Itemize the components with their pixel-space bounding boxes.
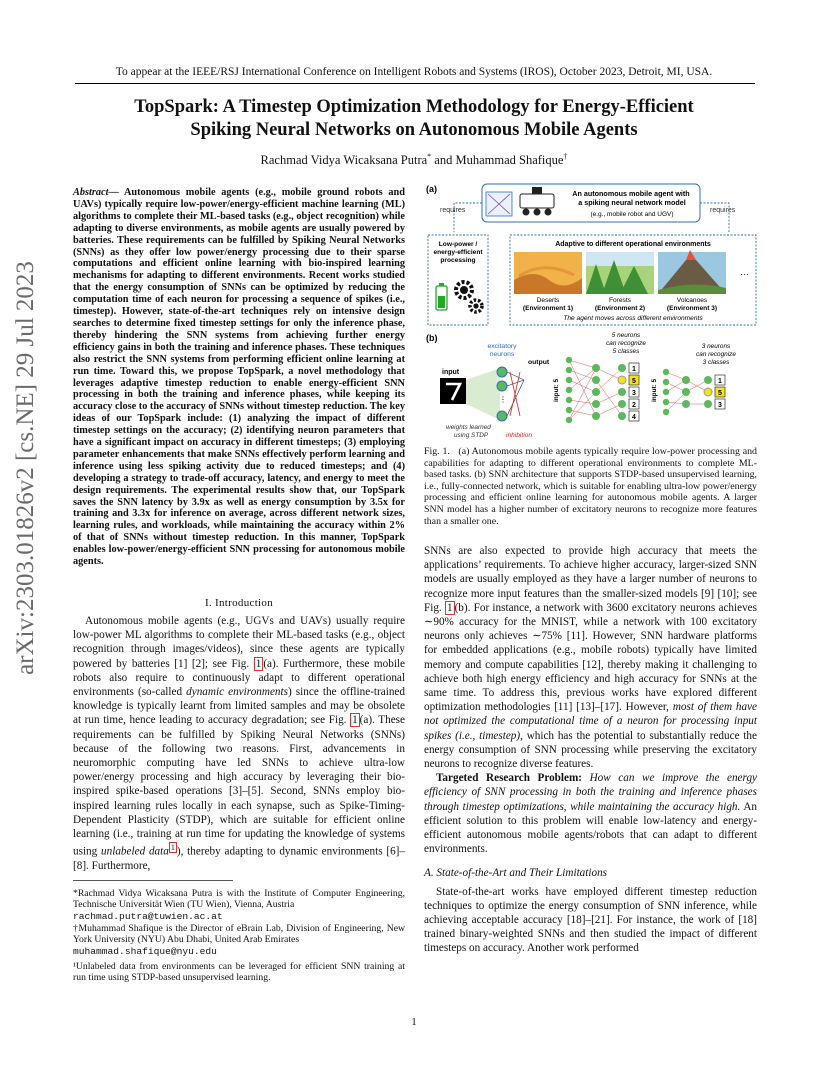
trp-question: How can we improve the energy efficiency of SNN processing in both the training and inference phases through timestep optimizations, while maintaining the accuracy high. [424,772,758,813]
right-paragraph-2 [424,771,757,856]
env2-label: Forests [609,297,631,304]
caption-label: Fig. 1. [424,446,450,457]
trp-rest: An efficient solution to this problem will enable low-latency and energy-efficient autonomous mobile agents/robots that can adapt to different environments. [424,800,757,856]
five-neurons-label: 5 neurons can recognize 5 classes [606,332,646,355]
excitatory-layer [497,367,524,421]
excitatory-label: excitatory neurons [487,343,517,358]
fig1-link-2[interactable]: 1 [352,714,358,727]
class-labels-left [629,363,639,421]
agent-sub: (e.g., mobile robot and UGV) [590,211,674,218]
header-rule [75,83,755,84]
intro-text-d: (a). These requirements can be fulfilled by Spiking Neural Networks (SNNs) because of the following two reasons. First, advancements in neuromorphic computing have led SNNs to achieve ultra-low power/energy processing and high accuracy by leveraging their bio-inspired spike-based operations [3]–[5]. Second, SNNs employ bio-inspired learning rules locally in each synapse, such as Spike-Timing-Dependent Plasticity (STDP), which are suitable for efficient online learning (i.e., training at run time for updating the knowledge of systems using [73,714,405,858]
svg-text:4: 4 [632,414,636,421]
trp-label: Targeted Research Problem: [436,772,583,785]
class-labels-right [715,375,725,409]
inhibition-label: inhibition [506,432,533,439]
venue-line: To appear at the IEEE/RSJ International Conference on Intelligent Robots and Systems (IROS), October 2023, Detroit, MI, USA. [115,66,713,78]
env2-sub: (Environment 2) [594,305,646,312]
subsection-a-heading: A. State-of-the-Art and Their Limitations [424,867,608,880]
intro-column [73,614,405,873]
author-2-mark: † [563,152,568,161]
fig-label-b: (b) [426,333,438,343]
intro-heading: I. Introduction [204,597,274,609]
right-paragraph-3: State-of-the-art works have employed different timestep reduction techniques to optimize the energy consumption of SNN inference, while achieving acceptable accuracy [18]–[21]. For instance, the work of [18] trained binary-weighted SNNs and then studied the impact of different timesteps on accuracy. Another work performed [424,885,757,955]
page-number: 1 [411,1016,417,1028]
footnote-rule [73,880,233,881]
network-5-nodes [566,357,626,423]
right-paragraph-1 [424,544,757,771]
author-1: Rachmad Vidya Wicaksana Putra [260,153,428,168]
right-text-b: (b). For instance, a network with 3600 excitatory neurons achieves ∼90% accuracy for the MNIST, while a network with 100 excitatory neurons only achieves ∼75% [11]. However, SNN hardware platforms for embedded applications (e.g., mobile robots) typically have limited memory and compute capabilities [12], thereby making it challenging to achieve both high energy efficiency and high accuracy for SNNs at the same time. To address this, previous works have explored different optimization methodologies [11] [13]–[17]. However, [424,601,757,714]
battery-icon [436,283,447,310]
desert-image [514,252,582,294]
intro-text-c: ) since the offline-trained knowledge is typically learnt from limited samples and may be obsolete at run time, hence leading to accuracy degradation; see Fig. [73,686,405,727]
footnote-1-link[interactable]: 1 [170,843,175,853]
email-shafique[interactable]: muhammad.shafique@nyu.edu [73,945,217,957]
figure-caption [424,446,757,527]
more-environments-icon: … [740,267,749,277]
moves-label: The agent moves across different environments [563,315,703,322]
env1-label: Deserts [536,297,560,304]
abstract [73,187,405,568]
footnote-star-text: *Rachmad Vidya Wicaksana Putra is with the Institute of Computer Engineering, Technische Universität Wien (TU Wien), Vienna, Austria [73,888,405,911]
intro-em-unlabeled: unlabeled data [101,845,169,858]
digit-input-image [440,378,466,404]
footnote-dagger-text: †Muhammad Shafique is the Director of eBrain Lab, Division of Engineering, New York University (NYU) Abu Dhabi, United Arab Emirates [73,923,405,946]
email-putra[interactable]: rachmad.putra@tuwien.ac.at [73,910,223,922]
lowpower-label: Low-power / energy-efficient processing [433,241,483,264]
svg-text:3: 3 [718,402,722,409]
svg-text:2: 2 [632,402,636,409]
svg-text:5: 5 [632,378,636,385]
intro-text-e: ), thereby adapting to dynamic environments [6]–[8]. Furthermore, [73,845,405,873]
input-projection [466,368,500,420]
arxiv-watermark [6,258,46,678]
svg-text:⋮: ⋮ [499,395,507,404]
three-neurons-label: 3 neurons can recognize 3 classes [696,343,736,366]
fig1b-link[interactable]: 1 [446,601,453,614]
intro-paragraph [73,614,405,873]
svg-text:1: 1 [718,378,722,385]
fig1-link[interactable]: 1 [255,657,262,670]
title-line-2: Spiking Neural Networks on Autonomous Mobile Agents [190,120,638,140]
title-line-1: TopSpark: A Timestep Optimization Methodology for Energy-Efficient [134,97,694,117]
forest-image [586,252,654,294]
paper-title [60,96,768,142]
right-text-c: , which has the potential to substantially reduce the energy consumption of SNN processing while preserving the excitatory neurons to recognize diverse features. [424,729,757,771]
input-5b: input: 5 [651,378,658,402]
right-column [424,544,757,956]
intro-text-b: (a). Furthermore, these mobile robots also require to continuously adapt to different operational environments (so-called [73,657,405,699]
svg-text:1: 1 [632,366,636,373]
fig-label-a: (a) [426,184,437,194]
input-5a: input: 5 [553,378,560,402]
network-3-nodes [663,369,712,415]
caption-text: (a) Autonomous mobile agents typically require low-power processing and capabilities for adapting to different operational environments to complete ML-based tasks. (b) SNN architecture that supports STDP-based unsupervised learning, i.e., fully-connected network, which is suitable for enabling ultra-low power/energy processing and efficient online learning for autonomous mobile agents. A larger SNN model has a higher number of excitatory neurons to recognize more features than a smaller one. [424,446,757,527]
requires-right: requires [710,207,736,214]
adaptive-label: Adaptive to different operational environments [555,241,711,248]
footnote-dagger [73,923,405,957]
right-em: most of them have not optimized the computational time of a neuron for processing input spikes (i.e., timestep) [424,701,757,742]
author-line [60,152,768,168]
output-label: output [528,359,550,366]
agent-title: An autonomous mobile agent with a spiking neural network model [572,189,690,207]
footnote-star [73,888,405,922]
author-1-mark: * [427,152,432,161]
author-and: and [434,153,453,168]
svg-text:3: 3 [632,390,636,397]
author-2: Muhammad Shafique [455,153,564,168]
input-label: input [442,369,460,376]
env3-sub: (Environment 3) [666,305,718,312]
abstract-label: Abstract [73,187,109,198]
env1-sub: (Environment 1) [522,305,574,312]
svg-text:5: 5 [718,390,722,397]
intro-em-dynamic: dynamic environments [186,686,288,699]
right-text-a: SNNs are also expected to provide high accuracy that meets the applications’ requirements. To achieve higher accuracy, larger-sized SNN models are usually employed as they have a larger number of neurons to recognize more input features than the smaller-sized models [9] [10]; see Fig. [424,545,757,614]
weights-label: weights learned using STDP [446,424,491,439]
env3-label: Volcanoes [676,297,708,304]
abstract-text: — Autonomous mobile agents (e.g., mobile ground robots and UAVs) typically require low-power/energy-efficient machine learning (ML) algorithms to complete their ML-based tasks (e.g., object recognition) while adapting to diverse environments, as mobile agents are usually powered by batteries. These requirements can be fulfilled by Spiking Neural Networks (SNNs) as they offer low power/energy processing due to their sparse computations and efficient online learning with bio-inspired learning mechanisms for adapting to different environments. Recent works studied that the energy consumption of SNNs can be optimized by reducing the computation time of each neuron for processing a sequence of spikes (i.e., timestep). However, state-of-the-art techniques rely on intensive design searches to determine fixed timestep settings for only the inference phase, thereby hindering the SNN systems from achieving further energy efficiency gains in both the training and inference phases. These techniques also restrict the SNN systems from performing efficient online learning at run time. Toward this, we propose TopSpark, a novel methodology that leverages adaptive timestep reduction to enable energy-efficient SNN processing in both the training and inference phases, while keeping its accuracy close to the accuracy of SNNs without timestep reduction. The key ideas of our TopSpark include: (1) analyzing the impact of different timestep settings on the accuracy; (2) identifying neuron parameters that have a significant impact on accuracy in different timesteps; (3) employing parameter enhancements that make SNNs effectively perform learning and inference using less spiking activity due to reduced timesteps; and (4) developing a strategy to trade-off accuracy, latency, and energy to meet the design requirements. The experimental results show that, our TopSpark saves the SNN latency by 3.9x as well as energy consumption by 3.5x for training and 3.3x for inference on average, across different network sizes, learning rules, and workloads, while maintaining the accuracy within 2% of that of SNNs without timestep reduction. In this manner, TopSpark enables low-power/energy-efficient SNN processing for autonomous mobile agents. [73,187,405,568]
requires-left: requires [440,207,466,214]
footnote-one: ¹Unlabeled data from environments can be leveraged for efficient SNN training at run time using STDP-based unsupervised learning. [73,961,405,984]
intro-text-a: Autonomous mobile agents (e.g., UGVs and UAVs) usually require low-power ML algorithms to complete their ML-based tasks (e.g., object recognition through images/videos), since these agents are typically powered by batteries [1] [2]; see Fig. [73,615,405,670]
volcano-image [658,250,726,294]
arxiv-id: arXiv:2303.01826v2 [cs.NE] 29 Jul 2023 [12,261,39,675]
figure-1 [424,180,760,442]
